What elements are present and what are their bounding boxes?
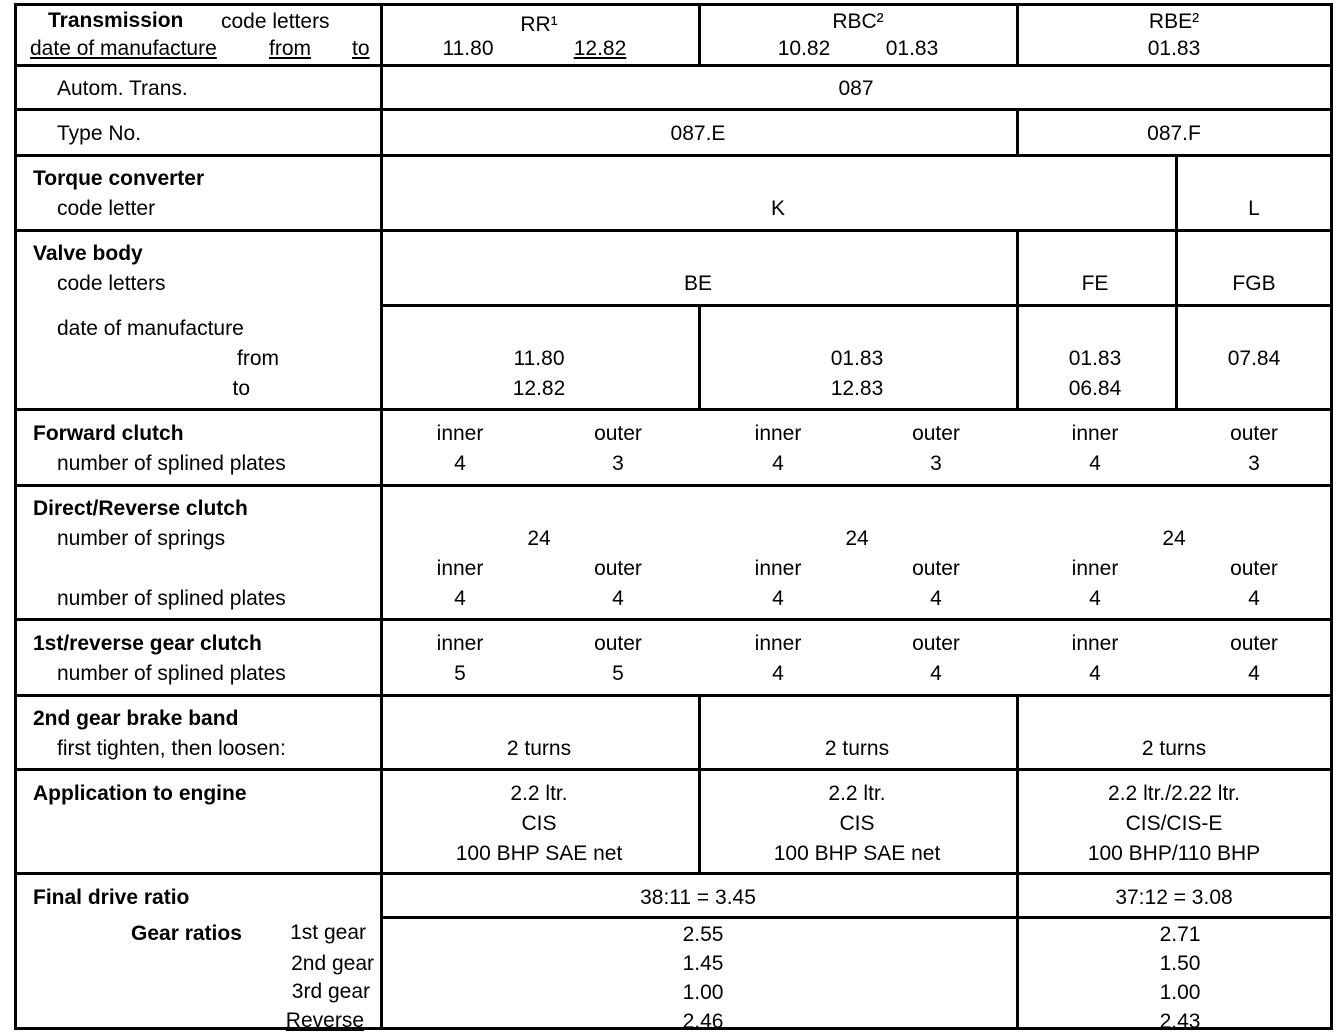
brake-band-title: 2nd gear brake band	[33, 707, 239, 730]
application-col3-line2: CIS/CIS-E	[1125, 812, 1223, 835]
gear-ratio-label-1st: 1st gear	[290, 921, 366, 944]
direct-reverse-springs-1: 24	[527, 527, 551, 550]
rule	[698, 3, 701, 66]
type-no-value-b: 087.F	[1147, 122, 1201, 145]
application-col1-line3: 100 BHP SAE net	[455, 842, 623, 865]
valve-body-to-label: to	[232, 377, 250, 400]
type-no-value-a: 087.E	[670, 122, 726, 145]
first-reverse-clutch-sub: number of splined plates	[57, 662, 286, 685]
header-to-label: to	[352, 37, 370, 60]
col3-code: RBE²	[1148, 10, 1200, 33]
forward-clutch-outer-3: 3	[1248, 452, 1260, 475]
rule	[1016, 3, 1019, 66]
col3-date: 01.83	[1147, 37, 1201, 60]
brake-band-value-1: 2 turns	[506, 737, 572, 760]
direct-reverse-outer-2: 4	[930, 587, 942, 610]
rule	[1016, 108, 1019, 156]
application-col3-line3: 100 BHP/110 BHP	[1087, 842, 1261, 865]
torque-converter-title: Torque converter	[33, 167, 205, 190]
forward-clutch-outer-2: 3	[930, 452, 942, 475]
type-no-label: Type No.	[57, 122, 142, 145]
rule	[14, 3, 17, 1030]
valve-body-date-label: date of manufacture	[57, 317, 244, 340]
col1-to: 12.82	[573, 37, 627, 60]
direct-reverse-springs-2: 24	[845, 527, 869, 550]
first-reverse-inner-label-2: inner	[754, 632, 802, 655]
first-reverse-outer-label-2: outer	[912, 632, 960, 655]
header-date-label: date of manufacture	[30, 37, 217, 60]
rule	[698, 304, 701, 410]
first-reverse-inner-1: 5	[454, 662, 466, 685]
col2-to: 01.83	[885, 37, 939, 60]
first-reverse-clutch-title: 1st/reverse gear clutch	[33, 632, 262, 655]
rule	[15, 694, 1332, 697]
gear-ratio-reverse-b: 2.43	[1159, 1010, 1201, 1033]
valve-body-col3-to: 06.84	[1068, 377, 1122, 400]
gear-ratio-3rd-a: 1.00	[682, 981, 724, 1004]
valve-body-col3-from: 01.83	[1068, 347, 1122, 370]
direct-reverse-inner-3: 4	[1089, 587, 1101, 610]
first-reverse-inner-label-1: inner	[436, 632, 484, 655]
valve-body-code-c: FGB	[1232, 272, 1276, 295]
application-col2-line1: 2.2 ltr.	[828, 782, 886, 805]
col1-code: RR¹	[520, 13, 558, 36]
header-code-letters-label: code letters	[221, 10, 330, 33]
direct-reverse-inner-label-3: inner	[1071, 557, 1119, 580]
rule	[1016, 229, 1019, 410]
rule	[698, 694, 701, 874]
application-col1-line2: CIS	[521, 812, 557, 835]
valve-body-sub: code letters	[57, 272, 166, 295]
brake-band-sub: first tighten, then loosen:	[57, 737, 286, 760]
application-col3-line1: 2.2 ltr./2.22 ltr.	[1108, 782, 1240, 805]
gear-ratio-2nd-a: 1.45	[682, 952, 724, 975]
first-reverse-inner-2: 4	[772, 662, 784, 685]
rule	[1175, 154, 1178, 410]
forward-clutch-outer-label-1: outer	[594, 422, 642, 445]
valve-body-col1-to: 12.82	[512, 377, 566, 400]
direct-reverse-plates-label: number of splined plates	[57, 587, 286, 610]
valve-body-title: Valve body	[33, 242, 143, 265]
rule	[380, 3, 383, 1030]
forward-clutch-outer-1: 3	[612, 452, 624, 475]
final-drive-title: Final drive ratio	[33, 886, 190, 909]
autom-trans-label: Autom. Trans.	[57, 77, 188, 100]
rule	[15, 229, 1332, 232]
direct-reverse-inner-2: 4	[772, 587, 784, 610]
direct-reverse-inner-1: 4	[454, 587, 466, 610]
rule	[380, 916, 1332, 919]
direct-reverse-outer-1: 4	[612, 587, 624, 610]
first-reverse-inner-3: 4	[1089, 662, 1101, 685]
gear-ratio-label-2nd: 2nd gear	[291, 952, 374, 975]
direct-reverse-outer-label-2: outer	[912, 557, 960, 580]
final-drive-value-a: 38:11 = 3.45	[640, 886, 756, 909]
application-col2-line3: 100 BHP SAE net	[773, 842, 941, 865]
forward-clutch-inner-label-2: inner	[754, 422, 802, 445]
direct-reverse-outer-label-1: outer	[594, 557, 642, 580]
torque-converter-sub: code letter	[57, 197, 156, 220]
application-col1-line1: 2.2 ltr.	[510, 782, 568, 805]
brake-band-value-3: 2 turns	[1141, 737, 1207, 760]
gear-ratios-title: Gear ratios	[131, 922, 242, 945]
valve-body-code-a: BE	[683, 272, 713, 295]
direct-reverse-clutch-title: Direct/Reverse clutch	[33, 497, 248, 520]
forward-clutch-inner-3: 4	[1089, 452, 1101, 475]
rule	[15, 484, 1332, 487]
rule	[15, 154, 1332, 157]
gear-ratio-3rd-b: 1.00	[1159, 981, 1201, 1004]
header-from-label: from	[269, 37, 311, 60]
rule	[15, 872, 1332, 875]
application-title: Application to engine	[33, 782, 247, 805]
first-reverse-outer-1: 5	[612, 662, 624, 685]
rule	[15, 408, 1332, 411]
forward-clutch-inner-label-1: inner	[436, 422, 484, 445]
gear-ratio-label-reverse: Reverse	[285, 1009, 364, 1032]
forward-clutch-outer-label-3: outer	[1230, 422, 1278, 445]
direct-reverse-outer-label-3: outer	[1230, 557, 1278, 580]
first-reverse-inner-label-3: inner	[1071, 632, 1119, 655]
first-reverse-outer-2: 4	[930, 662, 942, 685]
direct-reverse-inner-label-2: inner	[754, 557, 802, 580]
rule	[15, 1027, 1332, 1030]
torque-converter-value-b: L	[1248, 197, 1260, 220]
rule	[380, 304, 1332, 307]
torque-converter-value-a: K	[770, 197, 786, 220]
rule	[15, 3, 1332, 6]
valve-body-col4-from: 07.84	[1227, 347, 1281, 370]
gear-ratio-reverse-a: 2.46	[682, 1010, 724, 1033]
brake-band-value-2: 2 turns	[824, 737, 890, 760]
direct-reverse-inner-label-1: inner	[436, 557, 484, 580]
valve-body-from-label: from	[237, 347, 279, 370]
gear-ratio-label-3rd: 3rd gear	[291, 980, 370, 1003]
valve-body-col1-from: 11.80	[513, 347, 565, 370]
gear-ratio-1st-a: 2.55	[682, 923, 724, 946]
rule	[1330, 3, 1333, 1030]
valve-body-col2-from: 01.83	[830, 347, 884, 370]
gear-ratio-1st-b: 2.71	[1159, 923, 1201, 946]
first-reverse-outer-label-3: outer	[1230, 632, 1278, 655]
header-transmission-label: Transmission	[48, 9, 184, 32]
valve-body-code-b: FE	[1081, 272, 1109, 295]
gear-ratio-2nd-b: 1.50	[1159, 952, 1201, 975]
direct-reverse-springs-3: 24	[1162, 527, 1186, 550]
application-col2-line2: CIS	[839, 812, 875, 835]
rule	[15, 768, 1332, 771]
forward-clutch-inner-2: 4	[772, 452, 784, 475]
forward-clutch-inner-label-3: inner	[1071, 422, 1119, 445]
forward-clutch-outer-label-2: outer	[912, 422, 960, 445]
forward-clutch-sub: number of splined plates	[57, 452, 286, 475]
col2-from: 10.82	[777, 37, 831, 60]
direct-reverse-springs-label: number of springs	[57, 527, 226, 550]
rule	[15, 618, 1332, 621]
col1-from: 11.80	[442, 37, 494, 60]
direct-reverse-outer-3: 4	[1248, 587, 1260, 610]
first-reverse-outer-3: 4	[1248, 662, 1260, 685]
col2-code: RBC²	[832, 10, 884, 33]
valve-body-col2-to: 12.83	[830, 377, 884, 400]
rule	[1016, 694, 1019, 1030]
autom-trans-value: 087	[838, 77, 874, 100]
final-drive-value-b: 37:12 = 3.08	[1115, 886, 1233, 909]
rule	[15, 108, 1332, 111]
first-reverse-outer-label-1: outer	[594, 632, 642, 655]
rule	[15, 64, 1332, 67]
forward-clutch-inner-1: 4	[454, 452, 466, 475]
forward-clutch-title: Forward clutch	[33, 422, 184, 445]
